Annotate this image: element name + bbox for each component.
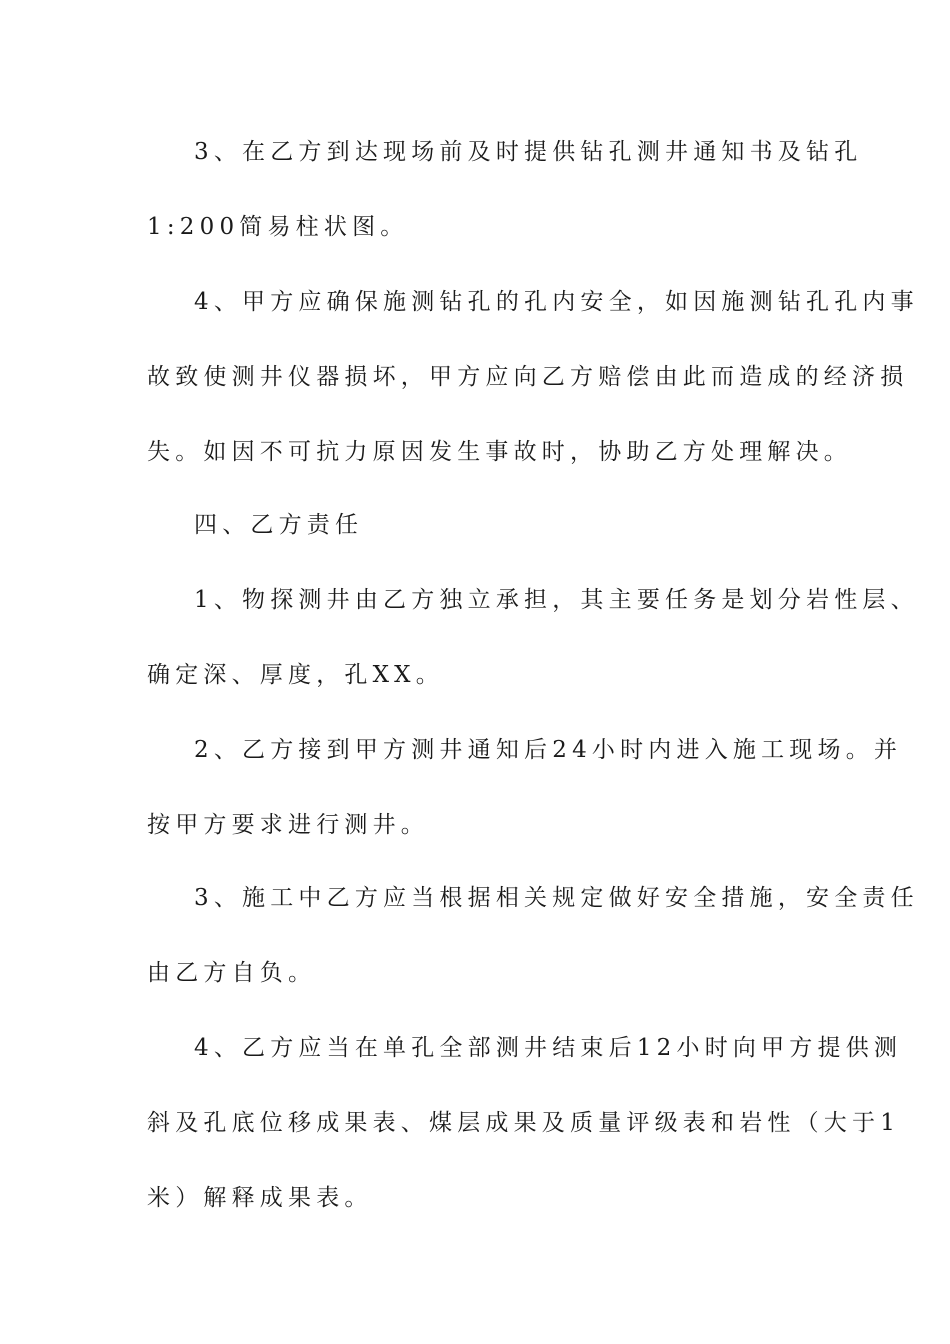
text-line: 按甲方要求进行测井。	[147, 812, 429, 838]
text-line: 4、乙方应当在单孔全部测井结束后12小时向甲方提供测	[194, 1035, 903, 1061]
text-line: 2、乙方接到甲方测井通知后24小时内进入施工现场。并	[194, 737, 903, 763]
section-heading-text: 四、乙方责任	[194, 512, 364, 538]
text-line: 1:200简易柱状图。	[147, 214, 409, 240]
paragraph-3-notice	[147, 115, 863, 265]
paragraph-b3-safety-measures	[147, 861, 919, 1011]
paragraph-b1-logging	[147, 563, 919, 713]
paragraph-4-safety	[147, 265, 919, 490]
text-line: 3、施工中乙方应当根据相关规定做好安全措施，安全责任	[194, 885, 919, 911]
text-line: 由乙方自负。	[147, 960, 317, 986]
paragraph-b4-results	[147, 1011, 903, 1236]
text-line: 故致使测井仪器损坏，甲方应向乙方赔偿由此而造成的经济损	[147, 364, 909, 390]
text-line: 4、甲方应确保施测钻孔的孔内安全，如因施测钻孔孔内事	[194, 289, 919, 315]
text-line: 确定深、厚度，孔XX。	[147, 662, 444, 688]
text-line: 1、物探测井由乙方独立承担，其主要任务是划分岩性层、	[194, 587, 919, 613]
paragraph-b2-arrival	[147, 713, 903, 863]
section-heading-party-b-responsibility	[147, 488, 807, 563]
text-line: 斜及孔底位移成果表、煤层成果及质量评级表和岩性（大于1	[147, 1110, 901, 1136]
text-line: 3、在乙方到达现场前及时提供钻孔测井通知书及钻孔	[194, 139, 863, 165]
text-line: 米）解释成果表。	[147, 1185, 373, 1211]
text-line: 失。如因不可抗力原因发生事故时，协助乙方处理解决。	[147, 439, 852, 465]
